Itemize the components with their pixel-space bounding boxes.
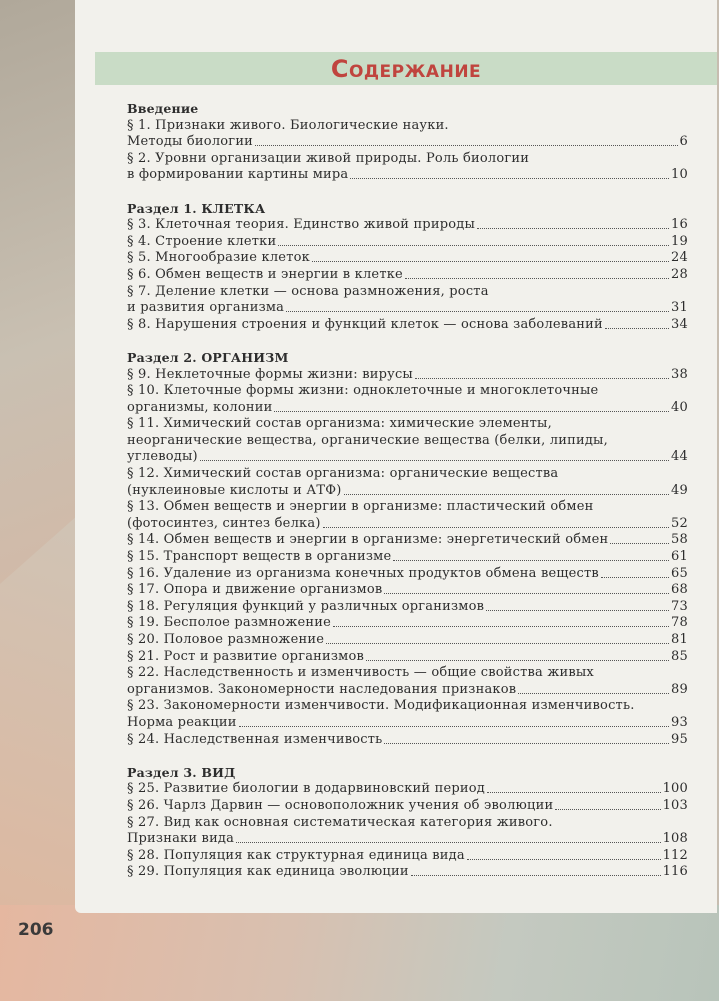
page-title: Содержание xyxy=(330,55,482,83)
toc-entry-line xyxy=(127,615,688,632)
toc-entry-line xyxy=(127,549,688,566)
dot-leader xyxy=(610,532,669,544)
toc-page-number: 65 xyxy=(671,565,688,581)
section-heading: Раздел 3. ВИД xyxy=(127,764,236,780)
dot-leader xyxy=(415,367,669,379)
toc-entry-line xyxy=(127,665,688,682)
toc-entry-text: организмы, колонии xyxy=(127,399,273,415)
dot-leader xyxy=(200,449,669,461)
dot-leader xyxy=(555,798,660,810)
toc-page-number: 108 xyxy=(662,831,688,847)
toc-entry-text: § 20. Половое размножение xyxy=(127,632,325,647)
dot-leader xyxy=(411,864,661,876)
toc-entry-text: § 29. Популяция как единица эволюции xyxy=(127,864,409,880)
toc-page-number: 31 xyxy=(671,300,688,316)
toc-entry-text: § 22. Наследственность и изменчивость — общие свойства живых xyxy=(127,665,594,681)
toc-entry-line xyxy=(127,167,688,184)
toc-entry-line xyxy=(127,732,688,749)
dot-leader xyxy=(384,582,669,594)
toc-entry-line xyxy=(127,815,688,832)
toc-entry-text: (нуклеиновые кислоты и АТФ) xyxy=(127,482,342,498)
section-heading: Раздел 1. КЛЕТКА xyxy=(127,200,266,216)
toc-entry-line xyxy=(127,250,688,267)
toc-page-number: 100 xyxy=(662,781,688,797)
toc-entry-text: углеводы) xyxy=(127,449,198,465)
toc-page-number: 16 xyxy=(671,217,688,233)
toc-entry-text: § 10. Клеточные формы жизни: одноклеточные и многоклеточные xyxy=(127,383,599,399)
toc-entry-text: § 5. Многообразие клеток xyxy=(127,250,310,266)
dot-leader xyxy=(393,549,669,561)
toc-page-number: 40 xyxy=(671,399,688,415)
toc-entry-text: и развития организма xyxy=(127,300,285,316)
section-gap xyxy=(127,748,688,765)
toc-entry-text: § 28. Популяция как структурная единица вида xyxy=(127,847,465,863)
toc-entry-text: неорганические вещества, органические вещества (белки, липиды, xyxy=(127,432,608,448)
toc-entry-line xyxy=(127,367,688,384)
toc-entry-line xyxy=(127,151,688,168)
toc-entry-line xyxy=(127,499,688,516)
dot-leader xyxy=(384,732,669,744)
toc-entry-text: § 18. Регуляция функций у различных организмов xyxy=(127,598,485,614)
dot-leader xyxy=(366,649,669,661)
toc-entry-line xyxy=(127,698,688,715)
toc-entry-line xyxy=(127,433,688,450)
toc-page-number: 103 xyxy=(662,797,688,813)
toc-entry-line xyxy=(127,582,688,599)
toc-entry-text: § 3. Клеточная теория. Единство живой природы xyxy=(127,217,475,233)
dot-leader xyxy=(344,483,670,495)
toc-entry-text: § 7. Деление клетки — основа размножения, роста xyxy=(127,283,489,299)
dot-leader xyxy=(601,566,669,578)
toc-page-number: 81 xyxy=(671,632,688,647)
dot-leader xyxy=(286,300,669,312)
dot-leader xyxy=(323,516,669,528)
toc-page-number: 52 xyxy=(671,515,688,531)
toc-entry-text: Методы биологии xyxy=(127,134,254,150)
toc-entry-text: § 2. Уровни организации живой природы. Роль биологии xyxy=(127,150,530,166)
section-heading: Раздел 2. ОРГАНИЗМ xyxy=(127,349,289,365)
toc-entry-text: § 19. Бесполое размножение xyxy=(127,615,332,631)
dot-leader xyxy=(350,167,669,179)
toc-entry-text: § 21. Рост и развитие организмов xyxy=(127,648,365,664)
dot-leader xyxy=(278,234,669,246)
dot-leader xyxy=(333,615,669,627)
toc-page-number: 73 xyxy=(671,598,688,614)
toc-entry-text: § 24. Наследственная изменчивость xyxy=(127,731,383,747)
toc-entry-text: § 9. Неклеточные формы жизни: вирусы xyxy=(127,366,413,382)
toc-entry-line xyxy=(127,483,688,500)
toc-entry-text: Признаки вида xyxy=(127,831,235,847)
background-bottom xyxy=(0,905,719,1001)
toc-entry-line xyxy=(127,599,688,616)
toc-page-number: 58 xyxy=(671,532,688,548)
toc-entry-line xyxy=(127,134,688,151)
toc-page-number: 78 xyxy=(671,615,688,631)
toc-entry-text: § 4. Строение клетки xyxy=(127,233,277,249)
toc-entry-text: § 15. Транспорт веществ в организме xyxy=(127,549,392,565)
toc-page-number: 93 xyxy=(671,714,688,730)
toc-page-number: 112 xyxy=(662,847,688,863)
toc-entry-text: § 16. Удаление из организма конечных продуктов обмена веществ xyxy=(127,565,599,581)
toc-entry-line xyxy=(127,267,688,284)
toc-entry-text: § 26. Чарлз Дарвин — основоположник учения об эволюции xyxy=(127,797,554,813)
toc-entry-text: § 1. Признаки живого. Биологические науки. xyxy=(127,117,449,133)
toc-entry-line xyxy=(127,566,688,583)
toc-entry-line xyxy=(127,317,688,334)
toc-entry-line xyxy=(127,632,688,649)
toc-entry-line xyxy=(127,848,688,865)
section-heading: Введение xyxy=(127,101,199,116)
dot-leader xyxy=(405,267,669,279)
toc-entry-text: § 17. Опора и движение организмов xyxy=(127,582,383,598)
toc-page-number: 68 xyxy=(671,582,688,598)
toc-entry-text: § 25. Развитие биологии в додарвиновский период xyxy=(127,781,485,797)
dot-leader xyxy=(312,250,669,262)
dot-leader xyxy=(605,317,669,329)
dot-leader xyxy=(236,831,660,843)
toc-entry-line xyxy=(127,383,688,400)
toc-entry-line xyxy=(127,516,688,533)
toc-page-number: 24 xyxy=(671,250,688,266)
toc-page-number: 61 xyxy=(671,549,688,565)
toc-entry-line xyxy=(127,466,688,483)
toc-entry-line xyxy=(127,715,688,732)
toc-page-number: 85 xyxy=(671,648,688,664)
toc-entry-text: § 14. Обмен веществ и энергии в организме: энергетический обмен xyxy=(127,532,609,548)
toc-entry-line xyxy=(127,217,688,234)
toc-entry-line xyxy=(127,234,688,251)
dot-leader xyxy=(274,400,669,412)
toc-entry-text: Норма реакции xyxy=(127,714,237,730)
dot-leader xyxy=(486,599,669,611)
toc-entry-line xyxy=(127,532,688,549)
page-number: 206 xyxy=(18,920,54,940)
toc-entry-text: (фотосинтез, синтез белка) xyxy=(127,515,321,531)
toc-page-number: 10 xyxy=(671,167,688,183)
toc-entry-line xyxy=(127,781,688,798)
toc-entry-line xyxy=(127,864,688,881)
toc-page-number: 34 xyxy=(671,316,688,332)
toc-page-number: 38 xyxy=(671,366,688,382)
toc-entry-text: § 6. Обмен веществ и энергии в клетке xyxy=(127,266,403,282)
toc-entry-line xyxy=(127,300,688,317)
toc-entry-line xyxy=(127,682,688,699)
section-gap xyxy=(127,184,688,201)
toc-entry-text: в формировании картины мира xyxy=(127,167,349,183)
dot-leader xyxy=(239,715,669,727)
toc-page-number: 44 xyxy=(671,449,688,465)
toc-page-number: 95 xyxy=(671,731,688,747)
toc-entry-text: § 8. Нарушения строения и функций клеток — основа заболеваний xyxy=(127,316,603,332)
toc-page-number: 6 xyxy=(679,134,688,150)
dot-leader xyxy=(326,632,669,644)
toc-entry-text: организмов. Закономерности наследования признаков xyxy=(127,681,517,697)
toc-page-number: 89 xyxy=(671,681,688,697)
dot-leader xyxy=(255,134,677,146)
toc-entry-line xyxy=(127,400,688,417)
toc-page-number: 49 xyxy=(671,482,688,498)
toc-entry-line xyxy=(127,798,688,815)
toc-entry-line xyxy=(127,649,688,666)
toc-entry-line xyxy=(127,831,688,848)
toc-entry-text: § 13. Обмен веществ и энергии в организме: пластический обмен xyxy=(127,499,594,515)
toc-entry-line xyxy=(127,118,688,135)
dot-leader xyxy=(487,781,661,793)
toc-entry-text: § 27. Вид как основная систематическая категория живого. xyxy=(127,814,553,830)
toc-entry-text: § 11. Химический состав организма: химические элементы, xyxy=(127,416,552,432)
section-gap xyxy=(127,333,688,350)
toc-entry-line xyxy=(127,449,688,466)
toc-entry-line xyxy=(127,416,688,433)
toc-entry-text: § 12. Химический состав организма: органические вещества xyxy=(127,466,559,482)
toc-page-number: 28 xyxy=(671,266,688,282)
toc-entry-line xyxy=(127,284,688,301)
toc-page-number: 19 xyxy=(671,233,688,249)
toc-page-number: 116 xyxy=(662,864,688,880)
dot-leader xyxy=(467,848,661,860)
dot-leader xyxy=(518,682,669,694)
table-of-contents xyxy=(127,101,688,881)
dot-leader xyxy=(477,217,669,229)
toc-entry-text: § 23. Закономерности изменчивости. Модификационная изменчивость. xyxy=(127,698,635,714)
